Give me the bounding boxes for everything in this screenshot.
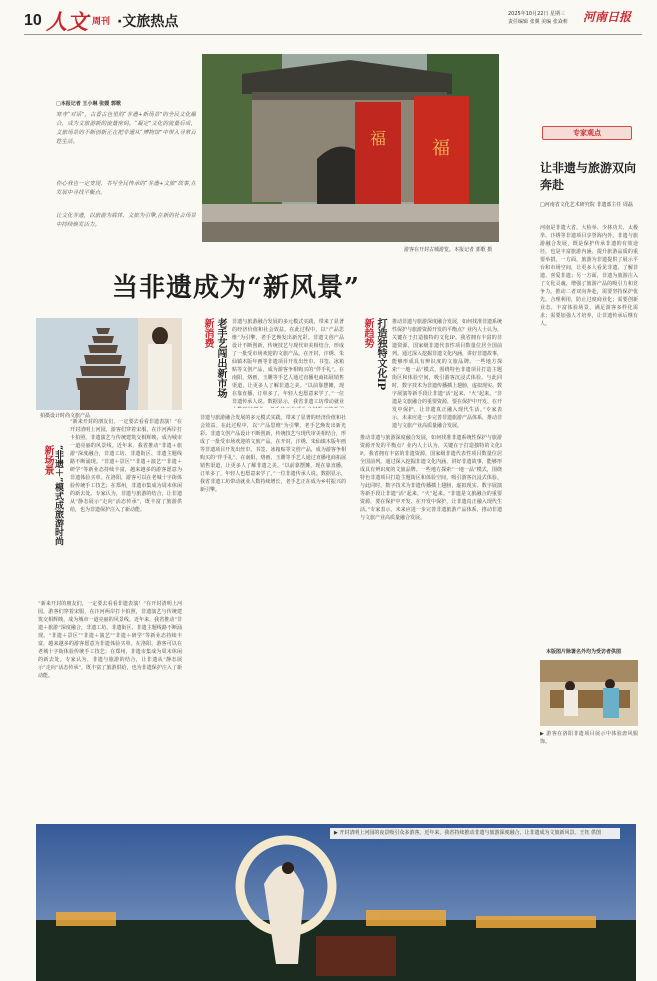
pagoda-illustration	[36, 318, 182, 410]
city-gate-photo	[202, 54, 499, 242]
expert-body: 河南是非遗大省，大检举、少林功夫、太极拳、汴绣等非遗项目享誉海内外。非遗与旅游融合发展，既是保护传承非遗的有效途径，也是丰富旅游内涵、提升旅游品质的重要举措。一方面，旅游为非遗提供了展示平台和市场空间，让更多人看见非遗、了解非遗、喜爱非遗；另一方面，非遗为旅游注入了文化灵魂，增强了旅游产品的吸引力和竞争力。推动二者双向奔赴，需要坚持保护优先、合理利用，防止过度商业化；需要创新业态，丰富体验场景，满足游客多样化需求；需要加强人才培养，让非遗传承后继有人。	[540, 225, 638, 327]
issue-editors: 责任编辑 张翼 美编 张焱莉	[508, 19, 568, 25]
expert-tag-label: 专家观点	[573, 129, 601, 137]
mid-headline: 老手艺闯出新市场	[215, 318, 226, 398]
costume-illustration	[540, 660, 638, 726]
section-topic: ·文旅热点	[117, 14, 179, 30]
trend-headline: 打造独特文化IP	[375, 318, 386, 391]
mid-kicker: 新消费	[202, 318, 213, 348]
page-header	[0, 0, 657, 46]
left-body-bottom: “新来开封的朋友们，一定要去看看非遗表演！”在开封清明上河园，游客们穿着宋服，在汴河两岸打卡拍照，非遗演艺与传统建筑交相辉映，成为城市一道亮丽的风景线。近年来，我省推动“非遗＋旅游”深度融合，非遗工坊、非遗街区、非遗主题线路不断涌现。“非遗＋景区”“非遗＋演艺”“非遗＋研学”等新业态持续丰富，越来越多的游客愿意为非遗体验买单。在洛阳，游客可以在老城十字街体验传统手工技艺；在郑州，非遗市集成为周末休闲的新去处。专家认为，非遗与旅游的结合，让非遗从“静态展示”走向“活态传承”，既丰富了旅游供给，也为非遗保护注入了新动能。	[38, 601, 182, 679]
costume-photo-caption: ▶ 游客在洛阳非遗项目展示中体验唐风服饰。	[540, 731, 638, 745]
trend-body-top: 推动非遗与旅游深度融合发展，如何找准非遗系统性保护与旅游资源开发的平衡点？业内人士认为，关键在于打造独特的文化IP。我省拥有丰富的非遗资源，国家级非遗代表性项目数量位居全国前列。通过深入挖掘非遗文化内涵，讲好非遗故事，能够形成具有辨识度的文旅品牌。一些地方探索“一地一品”模式，围绕特色非遗项目打造主题街区和体验空间，吸引游客沉浸式体验。与此同时，数字技术为非遗传播插上翅膀，虚拟现实、数字展演等新手段让非遗“活”起来、“火”起来。“非遗是文旅融合的重要资源，要在保护中开发、在开发中保护，让非遗真正融入现代生活。”专家表示，未来应进一步完善非遗旅游产品体系，推动非遗与文旅产业高质量融合发展。	[392, 319, 502, 429]
intro-paragraph-3: 让文化非遗，以旅游为载体，文旅为引擎,在新的社会场景中持续焕发活力。	[56, 213, 196, 228]
newspaper-logo: 河南日报	[583, 10, 632, 24]
costume-photo	[540, 660, 638, 726]
svg-text:福: 福	[432, 138, 450, 159]
pagoda-photo	[36, 318, 182, 410]
header-rule	[24, 34, 642, 35]
svg-text:福: 福	[369, 129, 387, 148]
trend-body-bottom: 推动非遗与旅游深度融合发展，如何找准非遗系统性保护与旅游资源开发的平衡点？业内人士认为，关键在于打造独特的文化IP。我省拥有丰富的非遗资源，国家级非遗代表性项目数量位居全国前列。通过深入挖掘非遗文化内涵，讲好非遗故事，能够形成具有辨识度的文旅品牌。一些地方探索“一地一品”模式，围绕特色非遗项目打造主题街区和体验空间，吸引游客沉浸式体验。与此同时，数字技术为非遗传播插上翅膀，虚拟现实、数字展演等新手段让非遗“活”起来、“火”起来。“非遗是文旅融合的重要资源，要在保护中开发、在开发中保护，让非遗真正融入现代生活。”专家表示，未来应进一步完善非遗旅游产品体系，推动非遗与文旅产业高质量融合发展。	[360, 435, 502, 521]
mid-body-bottom: 非遗与旅游融合发展的多元模式实践，带来了显著的经济价值和社会效益。在此过程中，以“产品思维”为引擎，老手艺焕发出新光彩。非遗文创产品设计不断创新，传统技艺与现代审美相结合，形成了一批受市场欢迎的文旅产品。在开封，汴绣、朱仙镇木版年画等非遗项目开发出丝巾、书签、冰箱贴等文创产品，成为游客争相购买的“伴手礼”。在南阳，烙画、玉雕等手艺人通过直播电商拓展销售渠道，让更多人了解非遗之美。“以前靠摆摊，现在靠直播，订单多了，年轻人也愿意来学了。”一位非遗传承人说。数据显示，我省非遗工坊带动就业人数持续增长，老手艺正在成为乡村振兴的新引擎。	[200, 415, 346, 493]
intro-paragraph: 寒寺“对话”，古香古色里的“非遗+新场景”的全民文化融合，成为文旅游新的流量密码。“凝定”文化的流量后成，文旅场景的不断创新正在把非遗从“博物馆”中带入寻常百姓生活。	[56, 112, 196, 145]
section-title-small: 周刊	[92, 17, 111, 27]
left-headline: “非遗＋”模式成旅游时尚	[53, 445, 63, 546]
photo-credit-note: 本版图片除署名外均为受访者供图	[546, 649, 622, 655]
main-headline: 当非遗成为“新风景”	[112, 273, 360, 303]
issue-date: 2025年10月22日 星期三	[508, 11, 566, 17]
left-kicker: 新场景	[42, 445, 53, 475]
section-title-big: 人文	[46, 9, 88, 34]
top-photo-caption: 游客在开封古城游览。本报记者 郭歌 摄	[404, 247, 493, 253]
page-number: 10	[24, 12, 42, 29]
city-gate-illustration	[202, 54, 499, 242]
intro-paragraph-2: 你心我也一定变现，书写全民传承的“非遗+文旅”故事,在发展中寻找平衡点。	[56, 181, 196, 196]
byline: □本报记者 王小琳 张媛 郭歌	[56, 101, 121, 107]
night-scene-photo	[36, 824, 636, 981]
left-body-top: “新来开封的朋友们，一定要去看看非遗表演！”在开封清明上河园，游客们穿着宋服，在汴河两岸打卡拍照，非遗演艺与传统建筑交相辉映，成为城市一道亮丽的风景线。近年来，我省推动“非遗＋旅游”深度融合，非遗工坊、非遗街区、非遗主题线路不断涌现。“非遗＋景区”“非遗＋演艺”“非遗＋研学”等新业态持续丰富，越来越多的游客愿意为非遗体验买单。在洛阳，游客可以在老城十字街体验传统手工技艺；在郑州，非遗市集成为周末休闲的新去处。专家认为，非遗与旅游的结合，让非遗从“静态展示”走向“活态传承”，既丰富了旅游供给，也为非遗保护注入了新动能。	[70, 419, 182, 513]
expert-tag	[542, 126, 632, 140]
mid-body-top: 非遗与旅游融合发展的多元模式实践，带来了显著的经济价值和社会效益。在此过程中，以“产品思维”为引擎，老手艺焕发出新光彩。非遗文创产品设计不断创新，传统技艺与现代审美相结合，形成了一批受市场欢迎的文旅产品。在开封，汴绣、朱仙镇木版年画等非遗项目开发出丝巾、书签、冰箱贴等文创产品，成为游客争相购买的“伴手礼”。在南阳，烙画、玉雕等手艺人通过直播电商拓展销售渠道，让更多人了解非遗之美。“以前靠摆摊，现在靠直播，订单多了，年轻人也愿意来学了。”一位非遗传承人说。数据显示，我省非遗工坊带动就业	[232, 319, 344, 405]
night-scene-illustration	[36, 824, 636, 981]
left-photo-caption: 拍摄设计时尚文旅产品	[40, 413, 91, 419]
bottom-photo-caption: ▶ 开封清明上河园的夜景吸引众多游客。近年来，我省持续推动非遗与旅游深度融合，让非遗成为文旅新风景。王钰 供图	[330, 828, 620, 839]
expert-headline: 让非遗与旅游双向奔赴	[540, 161, 637, 192]
trend-kicker: 新趋势	[362, 318, 373, 348]
expert-author: □河南省文化艺术研究院 非遗部主任 周磊	[540, 202, 633, 208]
